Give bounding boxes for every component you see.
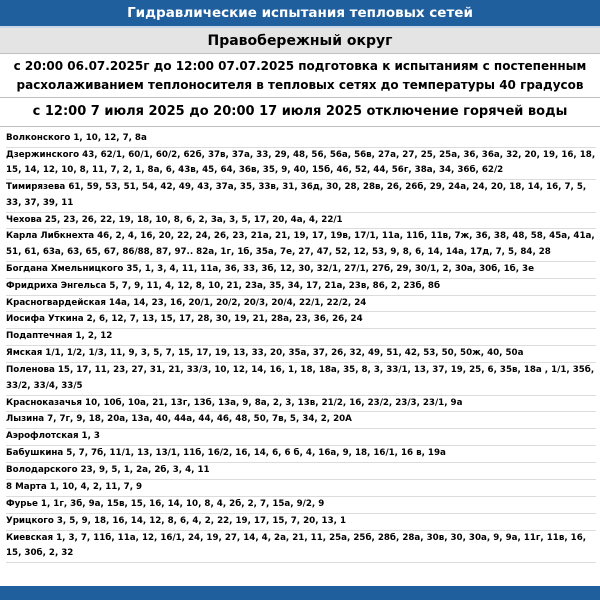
street-volkonskogo: Волконского 1, 10, 12, 7, 8а xyxy=(6,131,596,148)
header-title-bar xyxy=(0,0,600,28)
street-podaptechnaya: Подаптечная 1, 2, 12 xyxy=(6,329,596,346)
street-babushkina: Бабушкина 5, 7, 7б, 11/1, 13, 13/1, 11б, 16/2, 16, 14, 6, 6 б, 4, 16а, 9, 18, 16/1, 16 в, 19а xyxy=(6,446,596,463)
street-furye: Фурье 1, 1г, 3б, 9а, 15в, 15, 16, 14, 10, 8, 4, 2б, 2, 7, 15а, 9/2, 9 xyxy=(6,497,596,514)
street-volodarskogo: Володарского 23, 9, 5, 1, 2а, 2б, 3, 4, 11 xyxy=(6,463,596,480)
street-uritskogo: Урицкого 3, 5, 9, 18, 16, 14, 12, 8, 6, 4, 2, 22, 19, 17, 15, 7, 20, 13, 1 xyxy=(6,514,596,531)
page-title: Гидравлические испытания тепловых сетей xyxy=(127,5,473,21)
street-aeroflotskaya: Аэрофлотская 1, 3 xyxy=(6,429,596,446)
street-timiryazeva: Тимирязева 61, 59, 53, 51, 54, 42, 49, 43, 37а, 35, 33в, 31, 36д, 30, 28, 28в, 26, 26б, 29, 24а, 24, 20, 18, 14, 16, 7, 5, 33, 37, 39, 11 xyxy=(6,180,596,212)
footer-bar xyxy=(0,586,600,600)
street-8-marta: 8 Марта 1, 10, 4, 2, 11, 7, 9 xyxy=(6,480,596,497)
preparation-period: с 20:00 06.07.2025г до 12:00 07.07.2025 подготовка к испытаниям с постепенным расхолаживанием теплоносителя в тепловых сетях до температуры 40 градусов xyxy=(0,54,600,98)
street-dzerzhinskogo: Дзержинского 43, 62/1, 60/1, 60/2, 62б, 37в, 37а, 33, 29, 48, 56, 56а, 56в, 27а, 27, 25, 25а, 36, 36а, 32, 20, 19, 16, 18, 15, 14, 12, 10, 8, 11, 7, 2, 1, 8а, 6, 43в, 45, 64, 36в, 35, 9, 40, 15б, 46, 52, 44, 56г, 38а, 34, 36б, 62/2 xyxy=(6,148,596,180)
shutdown-period: с 12:00 7 июля 2025 до 20:00 17 июля 2025 отключение горячей воды xyxy=(0,98,600,127)
street-list xyxy=(0,127,600,563)
street-fridrikha-engelsa: Фридриха Энгельса 5, 7, 9, 11, 4, 12, 8, 10, 21, 23а, 35, 34, 17, 21а, 23в, 86, 2, 23б, 8б xyxy=(6,279,596,296)
street-krasnogvardeyskaya: Красногвардейская 14а, 14, 23, 16, 20/1, 20/2, 20/3, 20/4, 22/1, 22/2, 24 xyxy=(6,296,596,313)
district-bar xyxy=(0,28,600,54)
street-krasnokazachya: Красноказачья 10, 10б, 10а, 21, 13г, 13б, 13а, 9, 8а, 2, 3, 13в, 21/2, 16, 23/2, 23/3, 23/1, 9а xyxy=(6,396,596,413)
street-bogdana-khmelnitskogo: Богдана Хмельницкого 35, 1, 3, 4, 11, 11а, 36, 33, 3б, 12, 30, 32/1, 27/1, 27б, 29, 30/1, 2, 30а, 30б, 1б, 3е xyxy=(6,262,596,279)
street-karla-libknekhta: Карла Либкнехта 46, 2, 4, 16, 20, 22, 24, 26, 23, 21а, 21, 19, 17, 19в, 17/1, 11а, 11б, 11в, 7ж, 36, 38, 48, 58, 45а, 41а, 51, 61, 63а, 63, 65, 67, 86/88, 87, 97.. 82а, 1г, 1б, 35а, 7е, 27, 47, 52, 12, 53, 9, 8, 6, 14, 14а, 17д, 7, 5, 84, 28 xyxy=(6,229,596,261)
district-title: Правобережный округ xyxy=(207,32,393,49)
street-iosifa-utkina: Иосифа Уткина 2, 6, 12, 7, 13, 15, 17, 28, 30, 19, 21, 28а, 23, 36, 26, 24 xyxy=(6,312,596,329)
street-chekhova: Чехова 25, 23, 26, 22, 19, 18, 10, 8, 6, 2, 3а, 3, 5, 17, 20, 4а, 4, 22/1 xyxy=(6,213,596,230)
street-kievskaya: Киевская 1, 3, 7, 11б, 11а, 12, 16/1, 24, 19, 27, 14, 4, 2а, 21, 11, 25а, 25б, 28б, 28а, 30в, 30, 30а, 9, 9а, 11г, 11в, 16, 15, 30б, 2, 32 xyxy=(6,531,596,563)
street-yamskaya: Ямская 1/1, 1/2, 1/3, 11, 9, 3, 5, 7, 15, 17, 19, 13, 33, 20, 35а, 37, 26, 32, 49, 51, 42, 53, 50, 50ж, 40, 50а xyxy=(6,346,596,363)
street-lyzina: Лызина 7, 7г, 9, 18, 20а, 13а, 40, 44а, 44, 46, 48, 50, 7в, 5, 34, 2, 20А xyxy=(6,412,596,429)
street-polenova: Поленова 15, 17, 11, 23, 27, 31, 21, 33/3, 10, 12, 14, 16, 1, 18, 18а, 35, 8, 3, 33/1, 13, 37, 19, 25, 6, 35в, 18а , 1/1, 35б, 33/2, 33/4, 33/5 xyxy=(6,363,596,395)
